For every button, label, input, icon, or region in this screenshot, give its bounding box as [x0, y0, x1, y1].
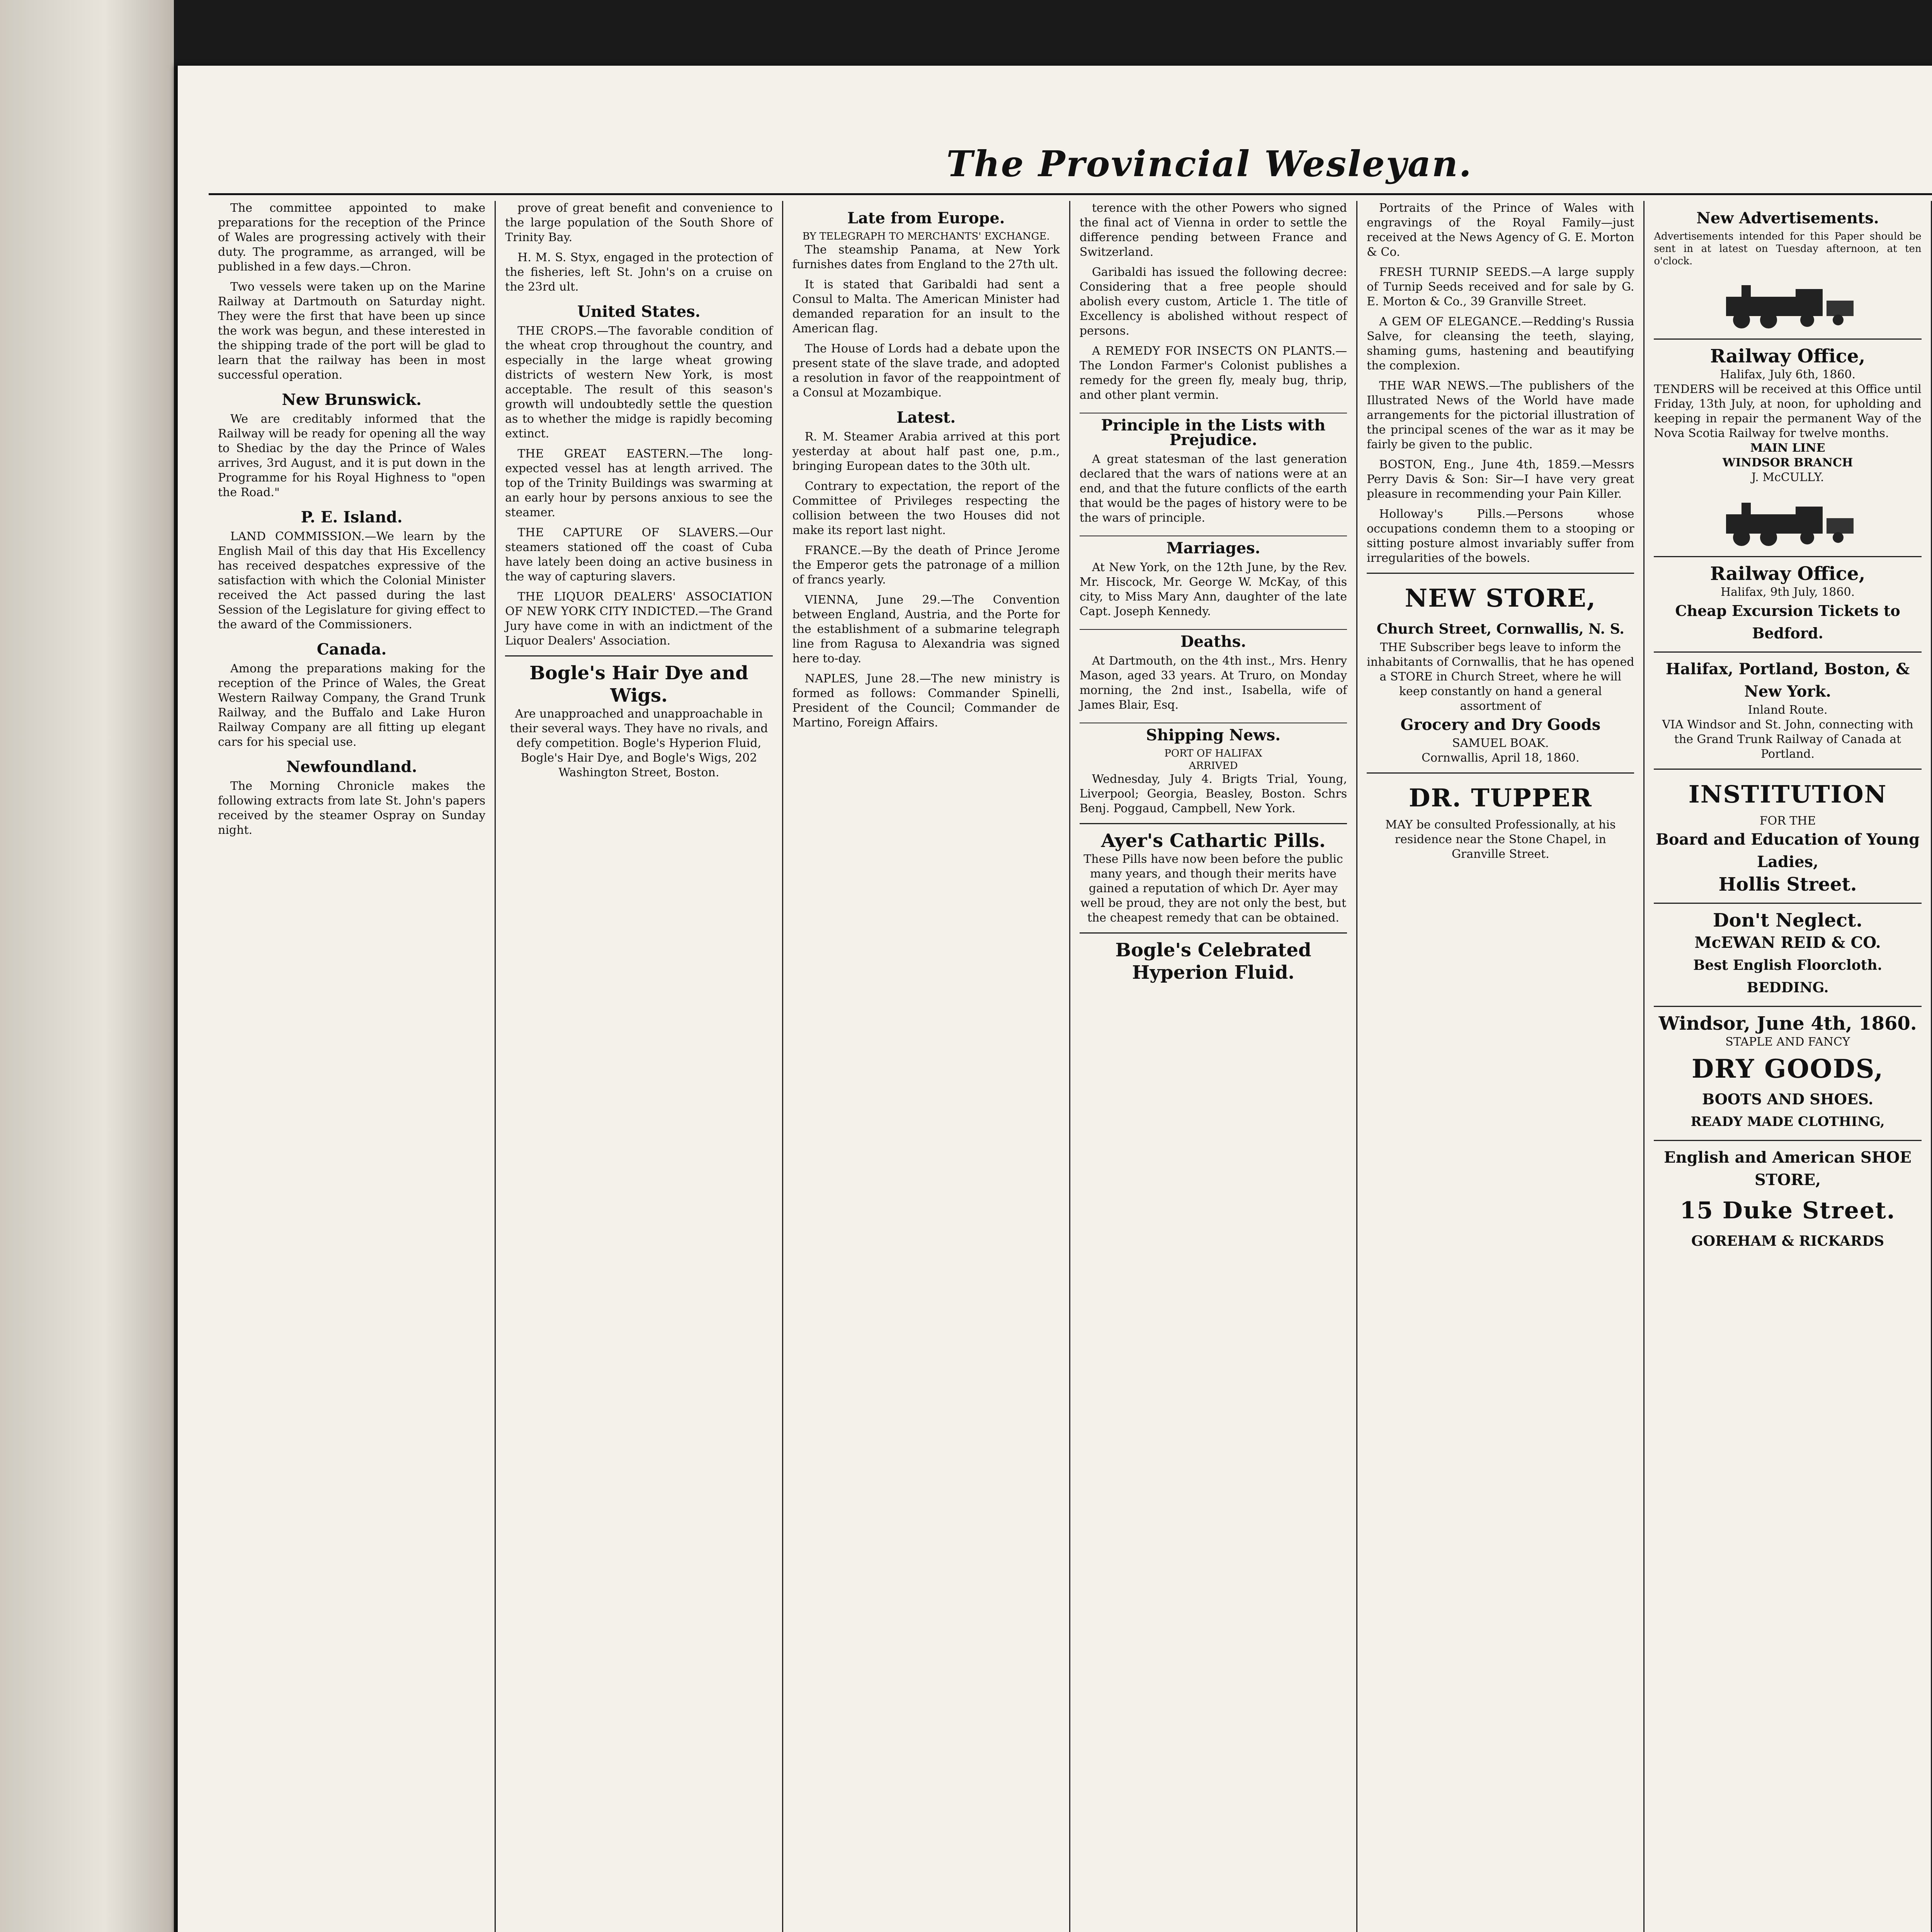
route-ad — [1654, 651, 1921, 762]
article-text: Portraits of the Prince of Wales with engravings of the Royal Family—just received at the News Agency of G. E. Morton & Co. — [1367, 201, 1634, 259]
article-text: THE GREAT EASTERN.—The long-expected vessel has at length arrived. The top of the Trinity Buildings was swarming at an early hour by persons anxious to see the steamer. — [505, 447, 773, 519]
article-text: The House of Lords had a debate upon the present state of the slave trade, and adopted a resolution in favor of the reappointment of a Consul at Mozambique. — [792, 342, 1060, 400]
ad-street: Hollis Street. — [1718, 874, 1857, 895]
locomotive-icon — [1718, 491, 1857, 549]
shipping-heading: Shipping News. — [1080, 723, 1347, 743]
windsor-ad — [1654, 1006, 1921, 1133]
advertisement — [505, 655, 772, 780]
ad-subheading: STAPLE AND FANCY — [1725, 1035, 1850, 1049]
masthead-title: The Provincial Wesleyan. — [946, 143, 1473, 185]
article-text: We are creditably informed that the Railway will be ready for opening all the way to Shediac by the day the Prince of Wales arrives, 3rd August, and it is put down in the Programme for his Royal Highness to "open the Road." — [218, 412, 486, 499]
article-text: prove of great benefit and convenience to the large population of the South Shore of Trinity Bay. — [505, 201, 773, 244]
article-text: THE CAPTURE OF SLAVERS.—Our steamers stationed off the coast of Cuba have lately been doing an active business in the way of capturing slavers. — [505, 526, 773, 583]
advertisement — [1080, 823, 1347, 925]
article-text: The steamship Panama, at New York furnishes dates from England to the 27th ult. — [792, 243, 1060, 271]
ad-text: MAY be consulted Professionally, at his residence near the Stone Chapel, in Granville Street. — [1385, 818, 1616, 861]
ad-text: READY MADE CLOTHING, — [1690, 1114, 1885, 1129]
ad-date: Halifax, 9th July, 1860. — [1721, 585, 1855, 599]
ad-subheading: FOR THE — [1759, 814, 1816, 828]
article-text: THE CROPS.—The favorable condition of the wheat crop throughout the country, and especially in the large wheat growing districts of western New York, is most acceptable. The result of this season's growth will undoubtedly settle the question as to whether the midge is rapidly becoming extinct. — [505, 324, 773, 440]
column-3 — [783, 201, 1070, 1932]
ad-branch: WINDSOR BRANCH — [1722, 456, 1853, 469]
article-text: BOSTON, Eng., June 4th, 1859.—Messrs Perry Davis & Son: Sir—I have very great pleasure in recommending your Pain Killer. — [1367, 458, 1634, 501]
ad-subheading: Church Street, Cornwallis, N. S. — [1376, 621, 1624, 637]
death-notice: At Dartmouth, on the 4th inst., Mrs. Henry Mason, aged 33 years. At Truro, on Monday morning, the 2nd inst., Isabella, wife of James Blair, Esq. — [1079, 654, 1347, 712]
ad-signature: SAMUEL BOAK. — [1452, 736, 1549, 750]
column-1 — [209, 201, 496, 1932]
newspaper-page — [178, 66, 1932, 1932]
ad-text: Board and Education of Young Ladies, — [1655, 830, 1920, 871]
article-text: THE WAR NEWS.—The publishers of the Illustrated News of the World have made arrangements for the pictorial illustration of the principal scenes of the war as it may be fairly be given to the public. — [1367, 379, 1634, 451]
shipping-entry: Wednesday, July 4. Brigts Trial, Young, Liverpool; Georgia, Beasley, Boston. Schrs Benj. Poggaud, Campbell, New York. — [1079, 772, 1347, 815]
article-text: FRESH TURNIP SEEDS.—A large supply of Turnip Seeds received and for sale by G. E. Morton & Co., 39 Granville Street. — [1367, 265, 1634, 308]
locomotive-illustration — [1718, 491, 1857, 549]
ad-signature: J. McCULLY. — [1751, 471, 1824, 484]
section-heading: P. E. Island. — [301, 508, 403, 526]
ad-text: Are unapproached and unapproachable in their several ways. They have no rivals, and defy competition. Bogle's Hyperion Fluid, Bogle's Hair Dye, and Bogle's Wigs, 202 Washington Street, Boston. — [510, 707, 768, 779]
ad-street: 15 Duke Street. — [1680, 1197, 1896, 1224]
article-text: A great statesman of the last generation declared that the wars of nations were at an end, and that the future conflicts of the earth that would be the pages of history were to be the wars of principle. — [1079, 452, 1347, 525]
article-text: FRANCE.—By the death of Prince Jerome the Emperor gets the patronage of a million of francs yearly. — [792, 544, 1060, 587]
ad-text: DRY GOODS, — [1692, 1054, 1884, 1084]
railway-ad — [1654, 556, 1921, 645]
article-text: THE LIQUOR DEALERS' ASSOCIATION OF NEW YORK CITY INDICTED.—The Grand Jury have come in with an indictment of the Liquor Dealers' Association. — [505, 590, 773, 648]
column-5 — [1357, 201, 1645, 1932]
locomotive-illustration — [1718, 274, 1857, 332]
marriage-notice: At New York, on the 12th June, by the Rev. Mr. Hiscock, Mr. George W. McKay, of this city, to Miss Mary Ann, daughter of the late Capt. Joseph Kennedy. — [1079, 561, 1347, 618]
article-text: A REMEDY FOR INSECTS ON PLANTS.—The London Farmer's Colonist publishes a remedy for the green fly, mealy bug, thrip, and other plant vermin. — [1079, 344, 1347, 402]
article-text: H. M. S. Styx, engaged in the protection of the fisheries, left St. John's on a cruise on the 23rd ult. — [505, 251, 773, 294]
ad-heading: Don't Neglect. — [1713, 910, 1863, 931]
ad-text: BOOTS AND SHOES. — [1702, 1090, 1874, 1108]
column-6 — [1645, 201, 1932, 1932]
article-text: Among the preparations making for the reception of the Prince of Wales, the Great Western Railway Company, the Grand Trunk Railway, and the Buffalo and Lake Huron Railway Company are all fitting up elegant cars for his special use. — [218, 662, 486, 749]
shoe-store-ad — [1654, 1140, 1921, 1252]
ad-text: THE Subscriber begs leave to inform the inhabitants of Cornwallis, that he has opened a STORE in Church Street, where he will keep constantly on hand a general assortment of — [1367, 641, 1634, 713]
neglect-ad — [1654, 903, 1921, 999]
port-label: PORT OF HALIFAX — [1164, 748, 1262, 759]
article-text: Two vessels were taken up on the Marine Railway at Dartmouth on Saturday night. They were the first that have been up since the work was begun, and these interested in the shipping trade of the port will be glad to learn that the railway has been in most successful operation. — [218, 280, 486, 382]
ad-heading: Railway Office, — [1710, 563, 1866, 585]
deaths-heading: Deaths. — [1080, 629, 1347, 649]
railway-ad — [1654, 338, 1921, 485]
ad-note: Advertisements intended for this Paper should be sent in at latest on Tuesday afternoon, at ten o'clock. — [1654, 231, 1922, 267]
column-4 — [1070, 201, 1357, 1932]
article-text: NAPLES, June 28.—The new ministry is formed as follows: Commander Spinelli, President of the Council; Commander de Martino, Foreign Affairs. — [792, 672, 1060, 730]
article-text: It is stated that Garibaldi had sent a Consul to Malta. The American Minister had demanded reparation for an insult to the American flag. — [792, 278, 1060, 335]
article-text: LAND COMMISSION.—We learn by the English Mail of this day that His Excellency has received despatches expressive of the satisfaction with which the Colonial Minister received the Act passed during the last Session of the Legislature for giving effect to the award of the Commissioners. — [218, 530, 486, 631]
article-text: R. M. Steamer Arabia arrived at this port yesterday at about half past one, p.m., bringing European dates to the 30th ult. — [792, 430, 1060, 473]
institution-ad — [1654, 769, 1921, 896]
article-text: Garibaldi has issued the following decree: Considering that a free people should abolish every custom, Article 1. The title of Excellency is abolished without respect of persons. — [1079, 265, 1347, 338]
column-container — [209, 201, 1932, 1932]
ad-date: Cornwallis, April 18, 1860. — [1421, 751, 1580, 765]
marriages-heading: Marriages. — [1080, 536, 1347, 556]
article-text: The Morning Chronicle makes the following extracts from late St. John's papers received by the steamer Ospray on Sunday night. — [218, 779, 486, 837]
ad-heading: Windsor, June 4th, 1860. — [1658, 1013, 1917, 1034]
section-heading: Newfoundland. — [286, 758, 417, 776]
section-heading: Canada. — [316, 640, 387, 658]
ad-text: VIA Windsor and St. John, connecting with the Grand Trunk Railway of Canada at Portland. — [1662, 718, 1913, 761]
ad-date: Halifax, July 6th, 1860. — [1720, 368, 1856, 381]
ad-heading: Bogle's Hair Dye and Wigs. — [529, 662, 748, 706]
ad-goods: Grocery and Dry Goods — [1400, 716, 1601, 734]
article-text: VIENNA, June 29.—The Convention between England, Austria, and the Porte for the establishment of a submarine telegraph line from Ragusa to Alexandria was signed here to-day. — [792, 593, 1060, 665]
ad-text: TENDERS will be received at this Office until Friday, 13th July, at noon, for upholding and keeping in repair the permanent Way of the Nova Scotia Railway for twelve months. — [1654, 383, 1922, 440]
article-text: A GEM OF ELEGANCE.—Redding's Russia Salve, for cleansing the teeth, slaying, shaming gums, hastening and beautifying the complexion. — [1367, 315, 1634, 372]
column-2 — [496, 201, 783, 1932]
section-heading: Late from Europe. — [847, 209, 1005, 227]
ad-heading: English and American SHOE STORE, — [1664, 1148, 1912, 1189]
ad-heading: Bogle's Celebrated Hyperion Fluid. — [1115, 939, 1311, 983]
new-store-ad — [1367, 573, 1634, 765]
adjacent-page-edge — [0, 0, 174, 1932]
masthead-rule — [209, 193, 1932, 195]
section-heading: United States. — [577, 303, 701, 321]
article-text: The committee appointed to make preparations for the reception of the Prince of Wales are progressing actively with their duty. The programme, as arranged, will be published in a few days.—Chron. — [218, 201, 486, 274]
section-heading: Latest. — [896, 408, 956, 427]
byline: BY TELEGRAPH TO MERCHANTS' EXCHANGE. — [802, 231, 1050, 242]
ad-branch: MAIN LINE — [1750, 441, 1825, 455]
arrived-label: ARRIVED — [1189, 760, 1238, 772]
ad-text: BEDDING. — [1747, 980, 1829, 996]
ad-heading: Ayer's Cathartic Pills. — [1101, 830, 1326, 852]
doctor-ad — [1367, 772, 1634, 862]
ad-heading: INSTITUTION — [1688, 780, 1887, 808]
ad-heading: NEW STORE, — [1405, 584, 1596, 613]
ad-firm: GOREHAM & RICKARDS — [1691, 1233, 1884, 1249]
ad-heading: Halifax, Portland, Boston, & New York. — [1665, 660, 1910, 701]
ad-heading: Railway Office, — [1710, 345, 1866, 367]
section-heading: New Advertisements. — [1696, 209, 1879, 227]
section-heading: Principle in the Lists with Prejudice. — [1080, 413, 1347, 447]
article-text: terence with the other Powers who signed the final act of Vienna in order to settle the difference pending between France and Switzerland. — [1079, 201, 1347, 259]
article-text: Holloway's Pills.—Persons whose occupations condemn them to a stooping or sitting posture almost invariably suffer from irregularities of the bowels. — [1367, 507, 1634, 565]
ad-heading: DR. TUPPER — [1408, 784, 1592, 813]
ad-subheading: Cheap Excursion Tickets to Bedford. — [1675, 602, 1900, 642]
ad-subheading: McEWAN REID & CO. — [1694, 934, 1881, 952]
article-text: Contrary to expectation, the report of the Committee of Privileges respecting the collision between the two Houses did not make its report last night. — [792, 480, 1060, 537]
ad-text: These Pills have now been before the public many years, and though their merits have gained a reputation of which Dr. Ayer may well be proud, they are not only the best, but the cheapest remedy that can be obtained. — [1080, 852, 1347, 925]
ad-subheading: Inland Route. — [1748, 703, 1828, 717]
advertisement — [1080, 932, 1347, 984]
ad-text: Best English Floorcloth. — [1693, 957, 1883, 973]
locomotive-icon — [1718, 274, 1857, 332]
section-heading: New Brunswick. — [282, 391, 422, 409]
